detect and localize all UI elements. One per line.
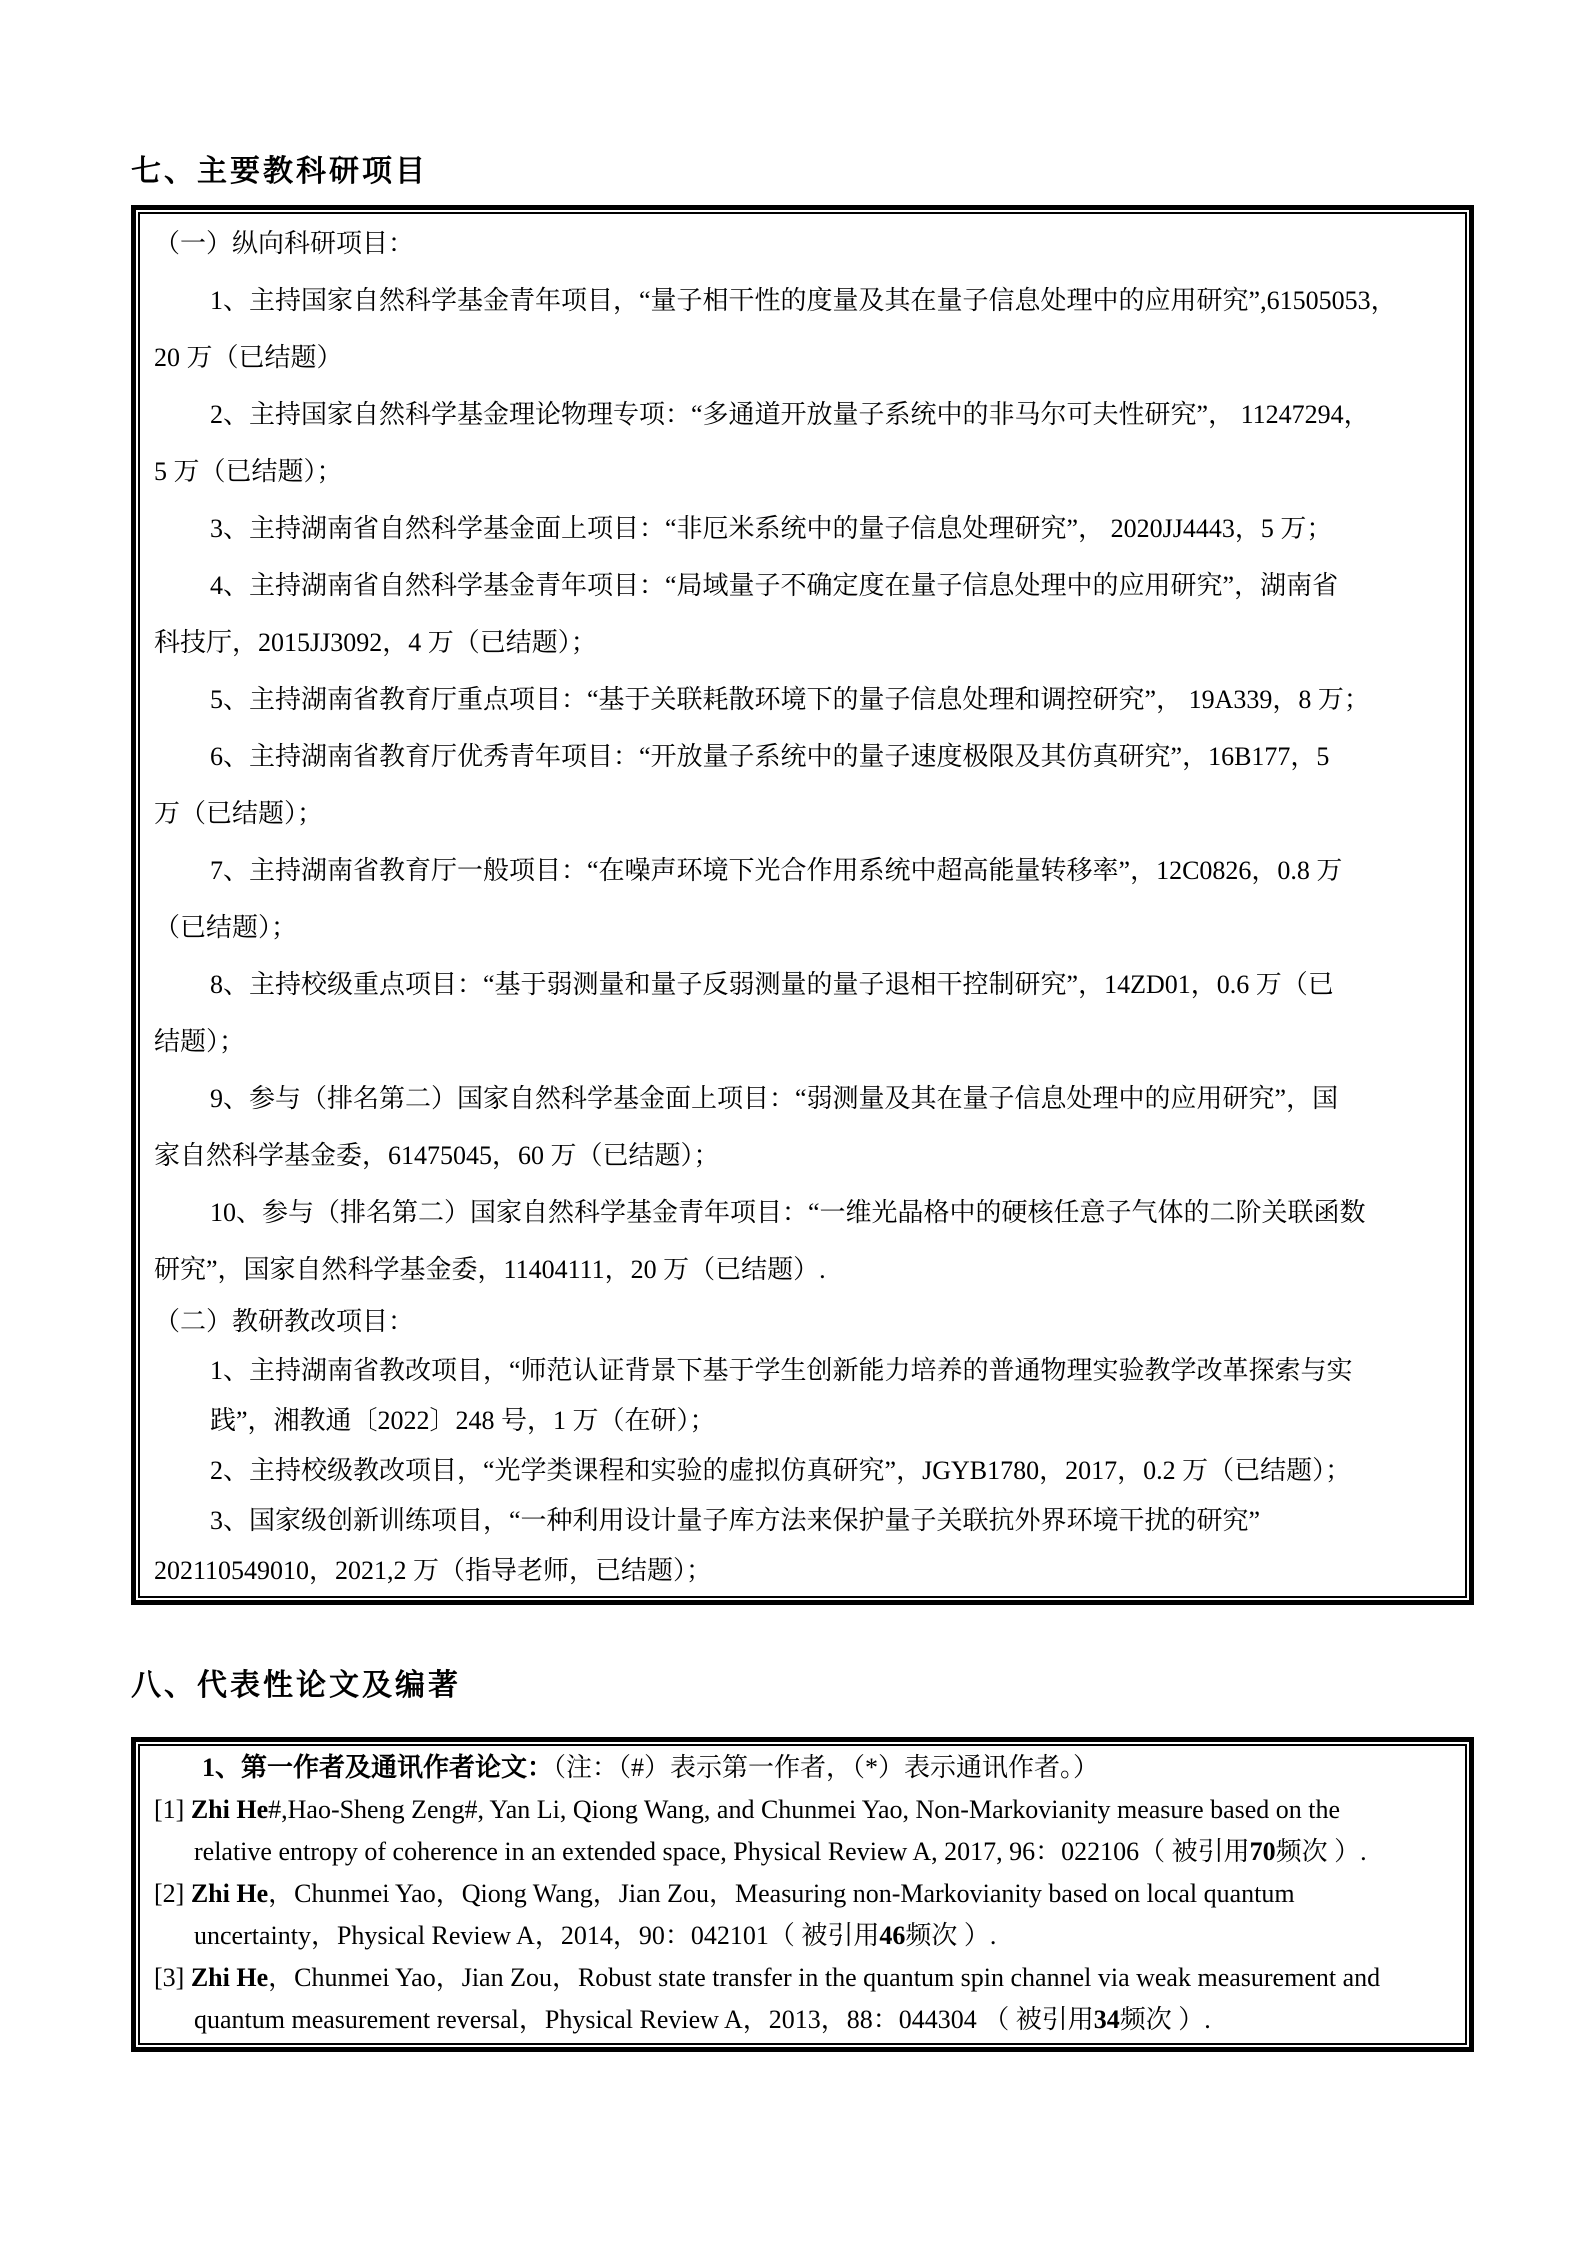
text-line: [154, 557, 1455, 614]
text-line: [154, 785, 1455, 842]
text-line: [154, 1546, 1455, 1596]
projects-box-content: [138, 212, 1467, 1598]
text-segment: （一）纵向科研项目：: [154, 229, 415, 258]
text-segment: （注：（#）表示第一作者，（*）表示通讯作者。）: [553, 1753, 1100, 1782]
text-segment: ，Chunmei Yao，Qiong Wang，Jian Zou，Measuring non-Markovianity based on local quantum: [268, 1879, 1295, 1908]
text-line: [154, 1446, 1455, 1496]
text-line: [154, 215, 1455, 272]
text-segment: 20 万（已结题）: [154, 343, 343, 372]
text-segment: 9、参与（排名第二）国家自然科学基金面上项目：“弱测量及其在量子信息处理中的应用研究”，国: [210, 1084, 1339, 1113]
text-segment-bold: 34: [1093, 2005, 1120, 2034]
text-line: [154, 272, 1455, 329]
text-line: [154, 1496, 1455, 1546]
text-line: [154, 1070, 1455, 1127]
projects-box: [131, 205, 1474, 1605]
text-segment: [1]: [154, 1795, 191, 1824]
text-segment: uncertainty，Physical Review A，2014，90：042101（ 被引用: [194, 1921, 880, 1950]
paper-line: [154, 1789, 1455, 1831]
text-line: [154, 1346, 1455, 1396]
text-segment: 5 万（已结题）；: [154, 457, 343, 486]
text-segment: 5、主持湖南省教育厅重点项目：“基于关联耗散环境下的量子信息处理和调控研究”， 19A339，8 万；: [210, 685, 1370, 714]
text-line: [154, 1127, 1455, 1184]
text-line: [154, 728, 1455, 785]
text-segment: 践”，湘教通〔2022〕248 号，1 万（在研）；: [210, 1406, 716, 1435]
text-segment: 频次 ）.: [1119, 2005, 1211, 2034]
text-segment: 研究”，国家自然科学基金委，11404111，20 万（已结题）.: [154, 1255, 826, 1284]
text-line: [154, 1184, 1455, 1241]
text-segment: 10、参与（排名第二）国家自然科学基金青年项目：“一维光晶格中的硬核任意子气体的二阶关联函数: [210, 1198, 1366, 1227]
text-line: [154, 500, 1455, 557]
text-segment: 结题）；: [154, 1027, 246, 1056]
text-line: [154, 329, 1455, 386]
text-segment: 7、主持湖南省教育厅一般项目：“在噪声环境下光合作用系统中超高能量转移率”，12C0826，0.8 万: [210, 856, 1343, 885]
paper-line: [154, 1957, 1455, 1999]
text-segment: ，Chunmei Yao，Jian Zou，Robust state transfer in the quantum spin channel via weak measurement and: [268, 1963, 1381, 1992]
paper-line: [154, 1831, 1455, 1873]
text-segment: [2]: [154, 1879, 191, 1908]
text-line: [154, 1241, 1455, 1298]
text-segment: （二）教研教改项目：: [154, 1307, 415, 1336]
section-7-title: 七、主要教科研项目: [131, 155, 428, 188]
paper-line: [154, 1915, 1455, 1957]
text-segment: 2、主持国家自然科学基金理论物理专项：“多通道开放量子系统中的非马尔可夫性研究”， 11247294，: [210, 400, 1370, 429]
text-segment-bold: 1、第一作者及通讯作者论文：: [202, 1753, 554, 1782]
text-line: [154, 842, 1455, 899]
papers-box-content: [138, 1744, 1467, 2045]
text-segment: 科技厅，2015JJ3092，4 万（已结题）；: [154, 628, 597, 657]
text-segment: 万（已结题）；: [154, 799, 324, 828]
text-line: [154, 1747, 1455, 1789]
text-segment: 202110549010，2021,2 万（指导老师，已结题）；: [154, 1556, 713, 1585]
text-segment: #,Hao-Sheng Zeng#, Yan Li, Qiong Wang, and Chunmei Yao, Non-Markovianity measure based on the: [268, 1795, 1341, 1824]
text-line: [154, 671, 1455, 728]
text-segment-bold: Zhi He: [190, 1963, 269, 1992]
text-segment-bold: Zhi He: [190, 1879, 269, 1908]
text-line: [154, 899, 1455, 956]
text-segment: 1、主持国家自然科学基金青年项目，“量子相干性的度量及其在量子信息处理中的应用研究”,61505053，: [210, 286, 1397, 315]
text-segment: 家自然科学基金委，61475045，60 万（已结题）；: [154, 1141, 720, 1170]
text-line: [154, 386, 1455, 443]
text-line: [154, 1298, 1455, 1346]
papers-box: [131, 1737, 1474, 2052]
text-segment: 2、主持校级教改项目，“光学类课程和实验的虚拟仿真研究”，JGYB1780，2017，0.2 万（已结题）；: [210, 1456, 1352, 1485]
text-segment: 8、主持校级重点项目：“基于弱测量和量子反弱测量的量子退相干控制研究”，14ZD01，0.6 万（已: [210, 970, 1334, 999]
text-segment-bold: Zhi He: [190, 1795, 269, 1824]
paper-line: [154, 1999, 1455, 2041]
text-segment-bold: 46: [879, 1921, 906, 1950]
text-segment: 4、主持湖南省自然科学基金青年项目：“局域量子不确定度在量子信息处理中的应用研究”，湖南省: [210, 571, 1339, 600]
text-line: [154, 614, 1455, 671]
text-segment: （已结题）；: [154, 913, 298, 942]
text-segment: [3]: [154, 1963, 191, 1992]
text-segment: relative entropy of coherence in an extended space, Physical Review A, 2017, 96：022106（ 被引用: [194, 1837, 1250, 1866]
paper-line: [154, 1873, 1455, 1915]
text-segment: 频次 ）.: [1275, 1837, 1367, 1866]
text-line: [154, 1396, 1455, 1446]
text-segment: 3、主持湖南省自然科学基金面上项目：“非厄米系统中的量子信息处理研究”， 2020JJ4443，5 万；: [210, 514, 1333, 543]
text-line: [154, 956, 1455, 1013]
text-segment: 6、主持湖南省教育厅优秀青年项目：“开放量子系统中的量子速度极限及其仿真研究”，16B177，5: [210, 742, 1330, 771]
text-line: [154, 443, 1455, 500]
text-segment-bold: 70: [1249, 1837, 1276, 1866]
section-8-title: 八、代表性论文及编著: [131, 1669, 461, 1702]
text-segment: 频次 ）.: [905, 1921, 997, 1950]
text-segment: quantum measurement reversal，Physical Review A，2013，88：044304 （ 被引用: [194, 2005, 1094, 2034]
text-line: [154, 1013, 1455, 1070]
text-segment: 1、主持湖南省教改项目，“师范认证背景下基于学生创新能力培养的普通物理实验教学改革探索与实: [210, 1356, 1353, 1385]
text-segment: 3、国家级创新训练项目，“一种利用设计量子库方法来保护量子关联抗外界环境干扰的研究”: [210, 1506, 1261, 1535]
